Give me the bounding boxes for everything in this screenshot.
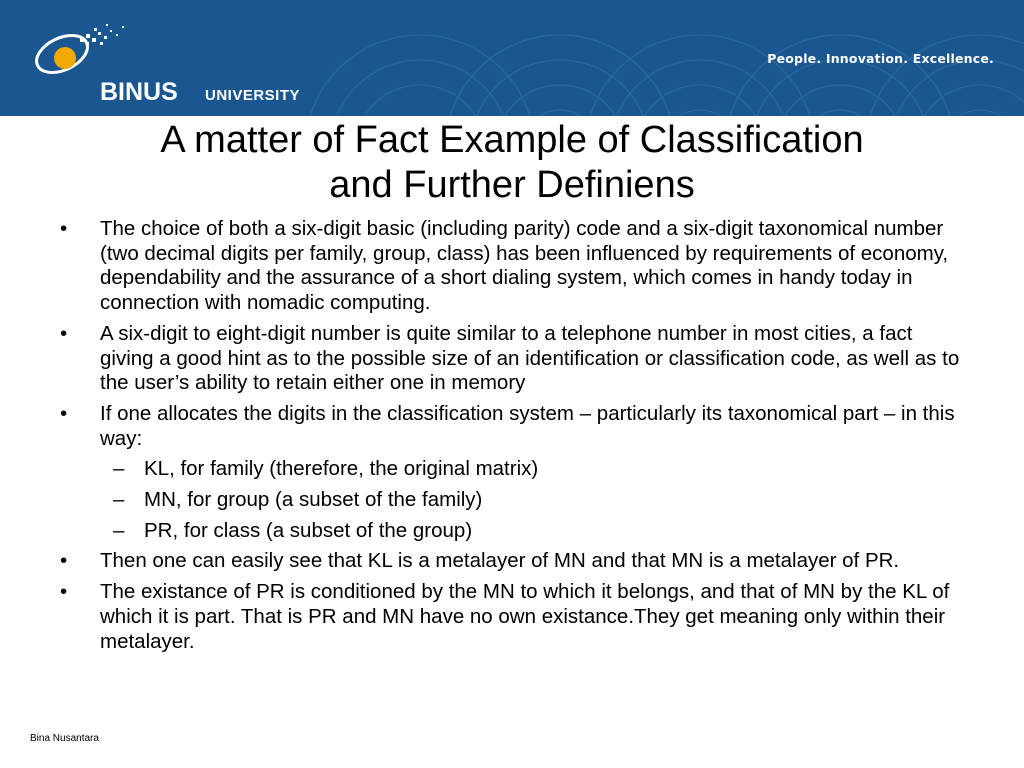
footer-author: Bina Nusantara [30,733,99,744]
title-line-2: and Further Definiens [329,164,695,206]
sub-bullet-item [55,457,970,482]
sub-bullet-marker: – [113,518,125,542]
bullet-item [55,580,970,654]
bullet-item [55,217,970,316]
bullet-marker: • [60,321,68,345]
slide-body [55,217,970,660]
binus-logo[interactable] [30,16,310,106]
header-banner [0,0,1024,116]
sub-bullet-text: KL, for family (therefore, the original matrix) [144,457,539,481]
bullet-marker: • [60,217,68,240]
bullet-marker: • [60,580,68,604]
tagline: People. Innovation. Excellence. [767,51,994,66]
sub-bullet-item [55,519,970,544]
bullet-text: Then one can easily see that KL is a metalayer of MN and that MN is a metalayer of PR. [100,549,900,573]
sub-bullet-marker: – [113,488,125,512]
sub-bullet-text: MN, for group (a subset of the family) [144,488,483,512]
bullet-item [55,549,970,574]
sub-bullet-marker: – [113,457,125,481]
bullet-text: The choice of both a six-digit basic (including parity) code and a six-digit taxonomical number (two decimal digits per family, group, class) has been influenced by requirements of economy, dependability and the assurance of a short dialing system, which comes in handy today in connection with nomadic computing. [100,217,949,315]
bullet-text: The existance of PR is conditioned by the MN to which it belongs, and that of MN by the KL of which it is part. That is PR and MN have no own existance.They get meaning only within their metalayer. [100,580,950,653]
bullet-text: A six-digit to eight-digit number is quite similar to a telephone number in most cities, a fact giving a good hint as to the possible size of an identification or classification code, as well as to the user’s ability to retain either one in memory [100,321,960,395]
bullet-item [55,402,970,451]
sub-bullet-text: PR, for class (a subset of the group) [144,518,473,542]
title-line-1: A matter of Fact Example of Classification [160,119,864,161]
logo-suffix-text: UNIVERSITY [205,87,301,104]
bullet-text: If one allocates the digits in the classification system – particularly its taxonomical part – in this way: [100,401,955,450]
slide-title [40,118,984,208]
sub-bullet-item [55,488,970,513]
bullet-marker: • [60,401,68,425]
bullet-marker: • [60,549,68,573]
logo-emblem-icon [30,16,170,76]
bullet-item [55,322,970,396]
logo-brand-text: BINUS [100,78,178,106]
